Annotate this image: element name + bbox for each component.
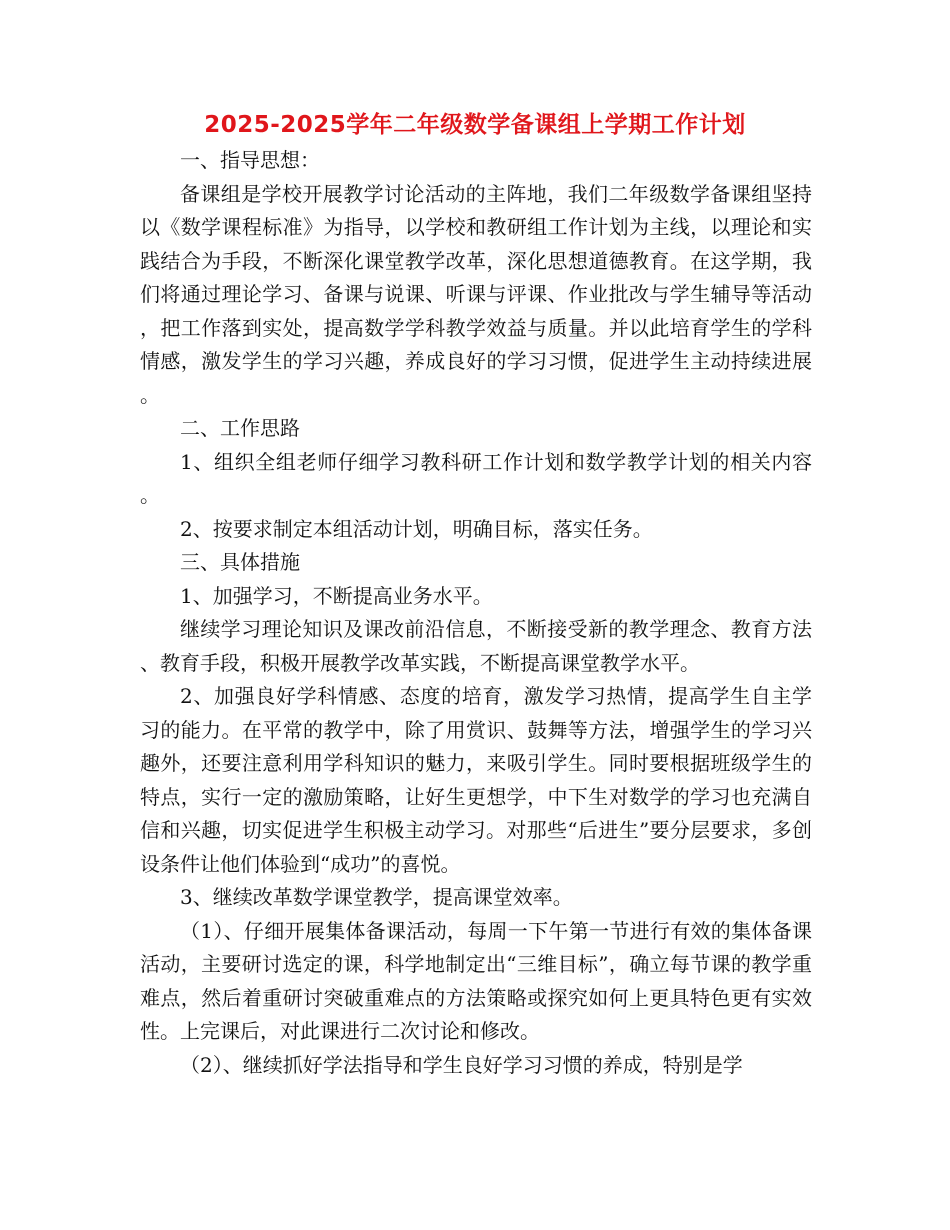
paragraph-measure-3-heading: 3、继续改革数学课堂教学，提高课堂效率。	[180, 885, 573, 909]
paragraph-measure-1-heading: 1、加强学习，不断提高业务水平。	[180, 583, 493, 608]
paragraph-guiding-ideology: 备课组是学校开展教学讨论活动的主阵地，我们二年级数学备课组坚持以《数学课程标准》为指导，以学校和教研组工作计划为主线，以理论和实践结合为手段，不断深化课堂教学改革，深化思想道德教育。在这学期，我们将通过理论学习、备课与说课、听课与评课、作业批改与学生辅导等活动，把工作落到实处，提高数学学科教学效益与质量。并以此培育学生的学科情感，激发学生的学习兴趣，养成良好的学习习惯，促进学生主动持续进展。	[140, 181, 812, 407]
paragraph-approach-item-1: 1、组织全组老师仔细学习教科研工作计划和数学教学计划的相关内容。	[140, 449, 812, 507]
document-title: 2025-2025学年二年级数学备课组上学期工作计划	[204, 112, 746, 138]
section-heading-guiding-ideology: 一、指导思想：	[180, 148, 320, 172]
paragraph-measure-1-body: 继续学习理论知识及课改前沿信息，不断接受新的教学理念、教育方法、教育手段，积极开展教学改革实践，不断提高课堂教学水平。	[140, 617, 812, 675]
paragraph-approach-item-2: 2、按要求制定本组活动计划，明确目标，落实任务。	[180, 516, 653, 541]
paragraph-measure-2: 2、加强良好学科情感、态度的培育，激发学习热情，提高学生自主学习的能力。在平常的教学中，除了用赏识、鼓舞等方法，增强学生的学习兴趣外，还要注意利用学科知识的魅力，来吸引学生。同时要根据班级学生的特点，实行一定的激励策略，让好生更想学，中下生对数学的学习也充满自信和兴趣，切实促进学生积极主动学习。对那些“后进生”要分层要求，多创设条件让他们体验到“成功”的喜悦。	[140, 684, 812, 876]
paragraph-measure-3-sub-2: （2）、继续抓好学法指导和学生良好学习习惯的养成，特别是学	[180, 1052, 743, 1077]
document-body	[140, 144, 812, 1082]
paragraph-measure-3-sub-1: （1）、仔细开展集体备课活动，每周一下午第一节进行有效的集体备课活动，主要研讨选定的课，科学地制定出“三维目标”，确立每节课的教学重难点，然后着重研讨突破重难点的方法策略或探究如何上更具特色更有实效性。上完课后，对此课进行二次讨论和修改。	[140, 918, 812, 1043]
section-heading-work-approach: 二、工作思路	[180, 416, 300, 440]
section-heading-specific-measures: 三、具体措施	[180, 550, 300, 574]
